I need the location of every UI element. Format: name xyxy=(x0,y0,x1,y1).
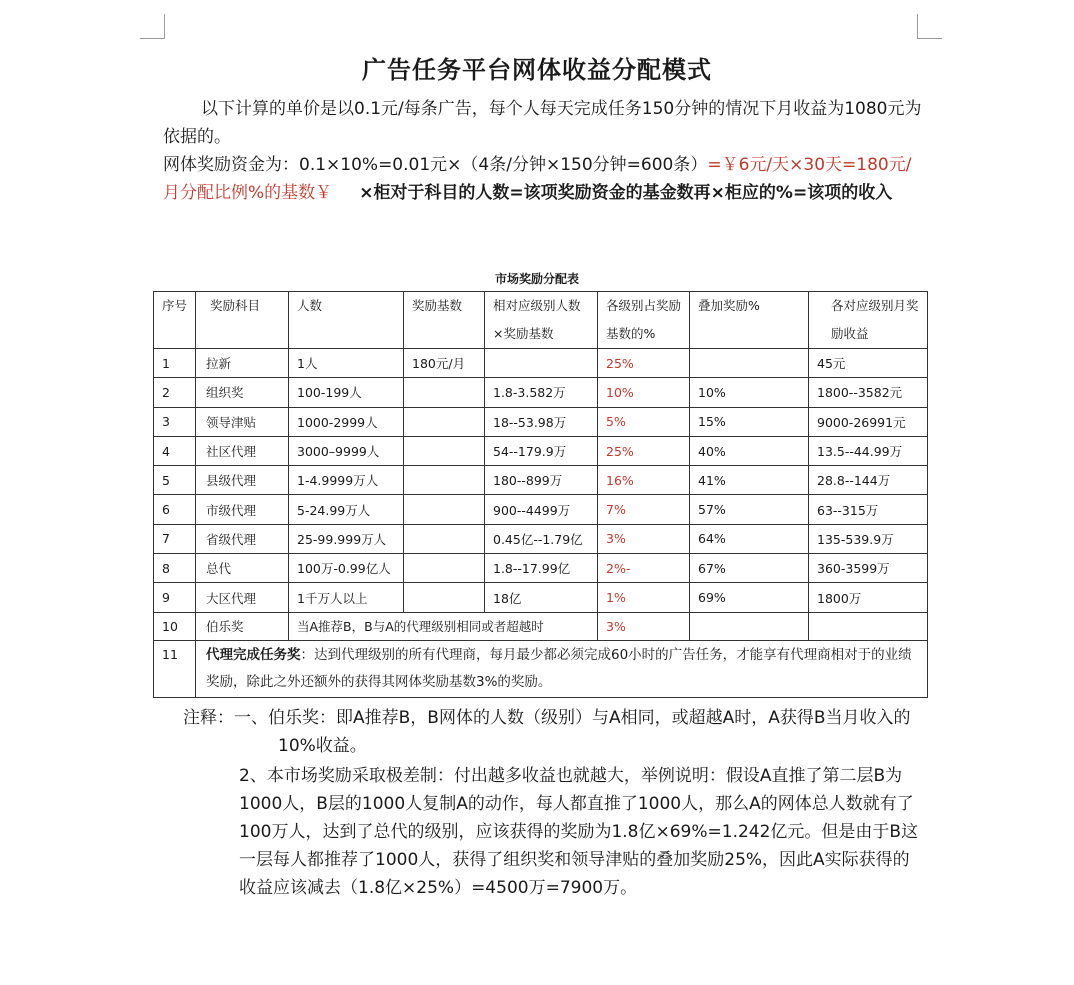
cell-description: 当A推荐B，B与A的代理级别相同或者超越时 xyxy=(289,612,598,640)
cell-people: 1人 xyxy=(289,349,404,378)
cell-people: 1千万人以上 xyxy=(289,583,404,612)
cell-extra xyxy=(690,349,809,378)
cell-calc: 0.45亿--1.79亿 xyxy=(485,524,598,553)
header-cell: 相对应级别人数×奖励基数 xyxy=(485,292,598,349)
cell-no: 11 xyxy=(154,640,196,697)
formula-paragraph xyxy=(163,151,923,207)
cell-extra xyxy=(690,612,809,640)
table-row-bole-award xyxy=(154,612,928,640)
reward-distribution-table xyxy=(153,291,928,698)
cell-people: 100万-0.99亿人 xyxy=(289,554,404,583)
cell-pct: 10% xyxy=(598,378,690,407)
cell-no: 5 xyxy=(154,466,196,495)
cell-extra: 69% xyxy=(690,583,809,612)
table-header-row xyxy=(154,292,928,349)
formula-red-text: 180元/月分配比例%的基数￥ xyxy=(163,155,912,203)
page-title: 广告任务平台网体收益分配模式 xyxy=(362,56,712,84)
page-corner-mark-right xyxy=(917,14,942,39)
cell-pct: 1% xyxy=(598,583,690,612)
header-cell: 序号 xyxy=(154,292,196,349)
cell-no: 7 xyxy=(154,524,196,553)
cell-income: 135-539.9万 xyxy=(809,524,928,553)
cell-income: 1800--3582元 xyxy=(809,378,928,407)
cell-extra: 41% xyxy=(690,466,809,495)
table-row xyxy=(154,407,928,436)
cell-no: 3 xyxy=(154,407,196,436)
cell-base xyxy=(404,378,485,407)
intro-paragraph: 以下计算的单价是以0.1元/每条广告，每个人每天完成任务150分钟的情况下月收益为1080元为依据的。 xyxy=(163,99,922,147)
cell-extra: 40% xyxy=(690,436,809,465)
note-1: 注释：一、伯乐奖：即A推荐B，B网体的人数（级别）与A相同，或超越A时，A获得B当月收入的10%收益。 xyxy=(183,708,911,756)
cell-item: 组织奖 xyxy=(196,378,289,407)
formula-prefix: 网体奖励资金为：0.1×10%=0.01元×（4条/分钟×150分钟=600条） xyxy=(163,155,708,175)
header-cell: 人数 xyxy=(289,292,404,349)
cell-base xyxy=(404,466,485,495)
cell-income xyxy=(809,612,928,640)
cell-base xyxy=(404,495,485,524)
cell-agent-task-description xyxy=(196,640,928,697)
cell-base xyxy=(404,554,485,583)
agent-task-text: ：达到代理级别的所有代理商，每月最少都必须完成60小时的广告任务，才能享有代理商相对于的业绩奖励，除此之外还额外的获得其网体奖励基数3%的奖励。 xyxy=(206,646,912,690)
cell-pct: 3% xyxy=(598,524,690,553)
cell-no: 2 xyxy=(154,378,196,407)
header-cell: 奖励基数 xyxy=(404,292,485,349)
cell-base: 180元/月 xyxy=(404,349,485,378)
cell-pct: 2%- xyxy=(598,554,690,583)
table-title: 市场奖励分配表 xyxy=(494,272,579,286)
cell-item: 拉新 xyxy=(196,349,289,378)
intro-section xyxy=(163,95,923,207)
cell-item: 大区代理 xyxy=(196,583,289,612)
cell-no: 9 xyxy=(154,583,196,612)
cell-income: 28.8--144万 xyxy=(809,466,928,495)
header-cell: 各对应级别月奖励收益 xyxy=(809,292,928,349)
cell-base xyxy=(404,583,485,612)
cell-extra: 57% xyxy=(690,495,809,524)
cell-people: 5-24.99万人 xyxy=(289,495,404,524)
cell-no: 8 xyxy=(154,554,196,583)
cell-people: 1-4.9999万人 xyxy=(289,466,404,495)
cell-income: 360-3599万 xyxy=(809,554,928,583)
cell-calc: 180--899万 xyxy=(485,466,598,495)
cell-no: 6 xyxy=(154,495,196,524)
table-row xyxy=(154,436,928,465)
cell-pct: 25% xyxy=(598,349,690,378)
table-row xyxy=(154,378,928,407)
table-row-agent-task-award xyxy=(154,640,928,697)
cell-extra: 10% xyxy=(690,378,809,407)
notes-section xyxy=(183,704,923,902)
cell-people: 25-99.999万人 xyxy=(289,524,404,553)
header-cell: 叠加奖励% xyxy=(690,292,809,349)
page-corner-mark-left xyxy=(140,14,165,39)
cell-people: 1000-2999人 xyxy=(289,407,404,436)
cell-item: 省级代理 xyxy=(196,524,289,553)
table-row xyxy=(154,524,928,553)
cell-item: 市级代理 xyxy=(196,495,289,524)
cell-item: 伯乐奖 xyxy=(196,612,289,640)
cell-calc: 54--179.9万 xyxy=(485,436,598,465)
table-row xyxy=(154,583,928,612)
table-row xyxy=(154,495,928,524)
cell-no: 4 xyxy=(154,436,196,465)
table-row xyxy=(154,349,928,378)
header-cell: 奖励科目 xyxy=(196,292,289,349)
cell-income: 9000-26991元 xyxy=(809,407,928,436)
cell-base xyxy=(404,524,485,553)
cell-pct: 16% xyxy=(598,466,690,495)
cell-item: 社区代理 xyxy=(196,436,289,465)
cell-extra: 67% xyxy=(690,554,809,583)
cell-pct: 5% xyxy=(598,407,690,436)
cell-income: 63--315万 xyxy=(809,495,928,524)
cell-extra: 64% xyxy=(690,524,809,553)
cell-income: 1800万 xyxy=(809,583,928,612)
table-row xyxy=(154,466,928,495)
cell-calc: 18亿 xyxy=(485,583,598,612)
cell-no: 10 xyxy=(154,612,196,640)
cell-calc: 18--53.98万 xyxy=(485,407,598,436)
agent-task-label: 代理完成任务奖 xyxy=(206,646,301,663)
cell-calc: 900--4499万 xyxy=(485,495,598,524)
cell-item: 领导津贴 xyxy=(196,407,289,436)
table-row xyxy=(154,554,928,583)
cell-extra: 15% xyxy=(690,407,809,436)
cell-calc xyxy=(485,349,598,378)
cell-item: 总代 xyxy=(196,554,289,583)
cell-income: 13.5--44.99万 xyxy=(809,436,928,465)
header-cell: 各级别占奖励基数的% xyxy=(598,292,690,349)
cell-base xyxy=(404,436,485,465)
formula-mid: =￥6元/天×30天= xyxy=(707,155,857,175)
note-2: 2、本市场奖励采取极差制：付出越多收益也就越大，举例说明：假设A直推了第二层B为1000人，B层的1000人复制A的动作，每人都直推了1000人，那么A的网体总人数就有了100万人，达到了总代的级别，应该获得的奖励为1.8亿×69%=1.242亿元。但是由于B这一层每人都推荐了1000人，获得了组织奖和领导津贴的叠加奖励25%，因此A实际获得的收益应该减去（1.8亿×25%）=4500万=7900万。 xyxy=(239,766,919,898)
cell-people: 100-199人 xyxy=(289,378,404,407)
cell-no: 1 xyxy=(154,349,196,378)
cell-people: 3000–9999人 xyxy=(289,436,404,465)
cell-base xyxy=(404,407,485,436)
cell-pct: 7% xyxy=(598,495,690,524)
cell-calc: 1.8--17.99亿 xyxy=(485,554,598,583)
cell-item: 县级代理 xyxy=(196,466,289,495)
cell-pct: 25% xyxy=(598,436,690,465)
cell-income: 45元 xyxy=(809,349,928,378)
cell-pct: 3% xyxy=(598,612,690,640)
cell-calc: 1.8-3.582万 xyxy=(485,378,598,407)
formula-bold-text: ×柜对于科目的人数=该项奖励资金的基金数再×柜应的%=该项的收入 xyxy=(359,183,893,203)
